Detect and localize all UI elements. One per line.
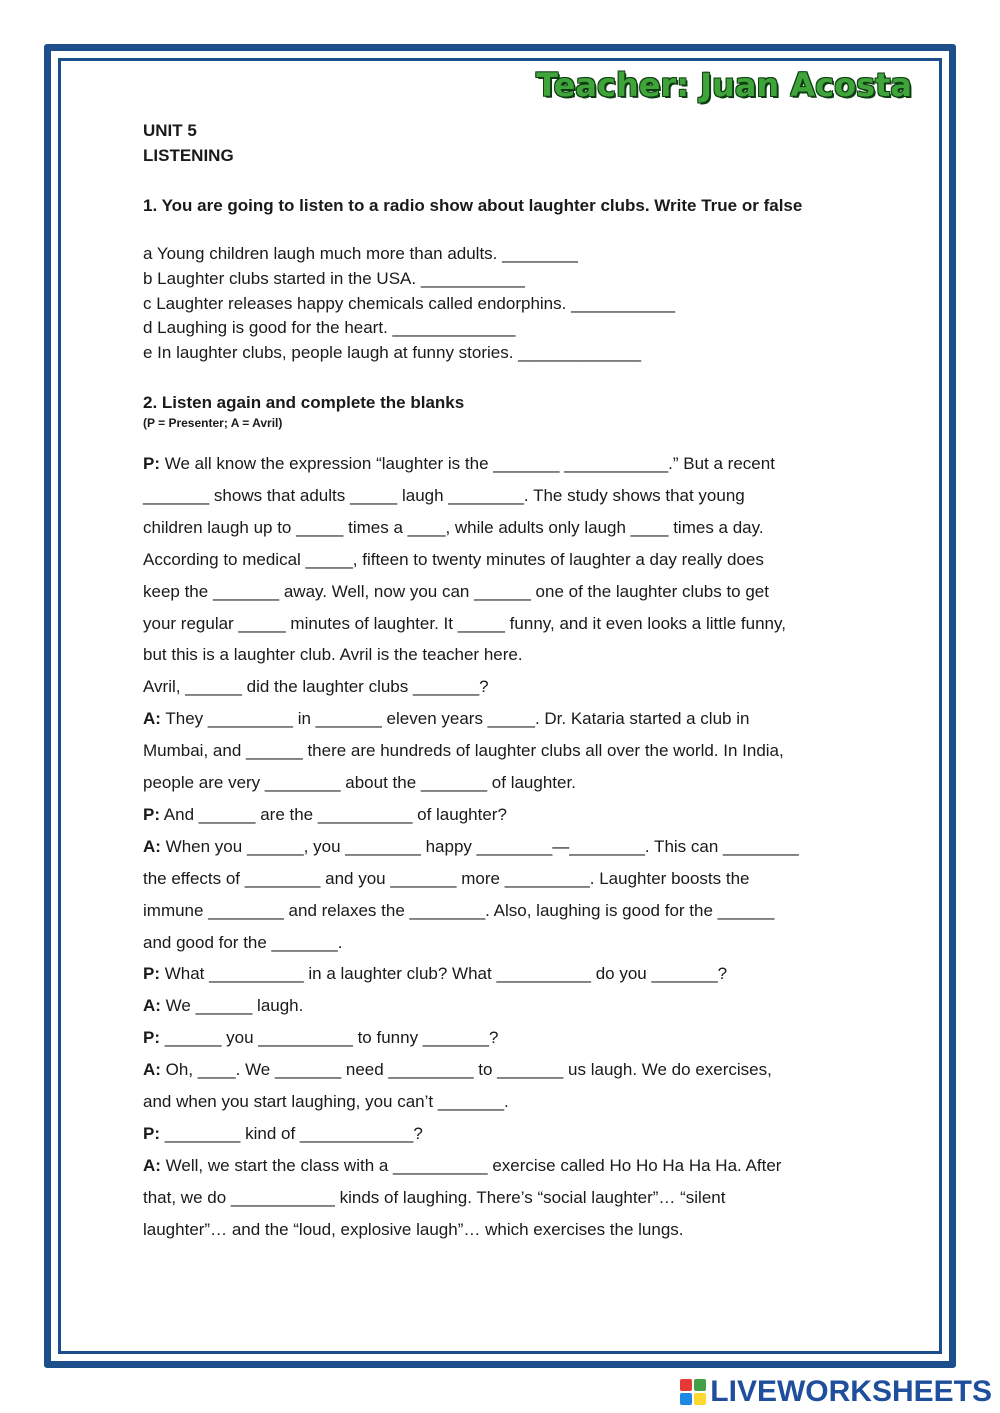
logo-tile-icon (680, 1393, 692, 1405)
dialog-line-text: and good for the _______. (143, 932, 343, 952)
dialog-line-text: children laugh up to _____ times a ____, while adults only laugh ____ times a day. (143, 517, 764, 537)
speaker-label: P: (143, 453, 160, 473)
list-item: a Young children laugh much more than adults. ________ (143, 244, 578, 263)
dialog-line-text: the effects of ________ and you _______ more _________. Laughter boosts the (143, 868, 750, 888)
speaker-label: P: (143, 964, 160, 984)
dialog-line-text: ______ you __________ to funny _______? (160, 1028, 499, 1048)
dialog-line-text: When you ______, you ________ happy ________—________. This can ________ (160, 836, 799, 856)
speaker-label: A: (143, 836, 161, 856)
dialog-line-text: Avril, ______ did the laughter clubs _______? (143, 677, 489, 697)
worksheet-content (143, 118, 883, 1246)
speaker-label: A: (143, 709, 161, 729)
dialog-line (143, 767, 883, 799)
dialog-line-text: laughter”… and the “loud, explosive laugh”… which exercises the lungs. (143, 1219, 684, 1239)
dialog-line-text: and when you start laughing, you can’t _______. (143, 1092, 509, 1112)
dialog-line (143, 576, 883, 608)
list-item: b Laughter clubs started in the USA. ___________ (143, 268, 525, 288)
dialog-line (143, 1182, 883, 1214)
dialog-line-text: immune ________ and relaxes the ________. Also, laughing is good for the ______ (143, 900, 775, 920)
dialog-line (143, 448, 883, 480)
dialog-line (143, 544, 883, 576)
dialog-line (143, 1150, 883, 1182)
speaker-label: A: (143, 1060, 161, 1080)
dialog-line (143, 799, 883, 831)
speaker-label: P: (143, 1028, 160, 1048)
dialog-line-text: We all know the expression “laughter is the _______ ___________.” But a recent (160, 453, 775, 473)
list-item: c Laughter releases happy chemicals called endorphins. ___________ (143, 293, 676, 313)
dialog-line-text: We ______ laugh. (160, 996, 304, 1016)
exercise-2-title: 2. Listen again and complete the blanks (143, 392, 465, 412)
dialog-line-text: your regular _____ minutes of laughter. It _____ funny, and it even looks a little funny, (143, 613, 786, 633)
dialog-line (143, 927, 883, 959)
speaker-label: P: (143, 804, 160, 824)
logo-tile-icon (694, 1393, 706, 1405)
liveworksheets-logo (680, 1375, 992, 1409)
dialog-line-text: Mumbai, and ______ there are hundreds of laughter clubs all over the world. In India, (143, 741, 784, 761)
dialog-line (143, 671, 883, 703)
dialog-line (143, 958, 883, 990)
unit-label: UNIT 5 (143, 121, 197, 140)
dialog-line (143, 990, 883, 1022)
dialog-line (143, 1118, 883, 1150)
dialog-line-text: but this is a laughter club. Avril is the teacher here. (143, 645, 523, 665)
dialog-line (143, 639, 883, 671)
dialog-text (143, 448, 883, 1246)
dialog-line (143, 512, 883, 544)
speaker-label: A: (143, 1155, 161, 1175)
dialog-line (143, 1086, 883, 1118)
dialog-line (143, 1054, 883, 1086)
speaker-legend: (P = Presenter; A = Avril) (143, 415, 283, 430)
dialog-line (143, 895, 883, 927)
dialog-line-text: They _________ in _______ eleven years _____. Dr. Kataria started a club in (160, 709, 750, 729)
dialog-line-text: Well, we start the class with a __________ exercise called Ho Ho Ha Ha Ha. After (160, 1155, 782, 1175)
dialog-line (143, 703, 883, 735)
logo-tile-icon (694, 1379, 706, 1391)
dialog-line-text: keep the _______ away. Well, now you can ______ one of the laughter clubs to get (143, 581, 769, 601)
dialog-line (143, 735, 883, 767)
speaker-label: P: (143, 1124, 160, 1144)
speaker-label: A: (143, 996, 161, 1016)
dialog-line (143, 480, 883, 512)
dialog-line (143, 863, 883, 895)
dialog-line-text: And ______ are the __________ of laughter? (160, 804, 507, 824)
list-item: e In laughter clubs, people laugh at funny stories. _____________ (143, 343, 642, 363)
teacher-heading: Teacher: Juan Acosta (536, 66, 912, 104)
dialog-line-text: According to medical _____, fifteen to twenty minutes of laughter a day really does (143, 549, 764, 569)
dialog-line-text: Oh, ____. We _______ need _________ to _______ us laugh. We do exercises, (160, 1060, 772, 1080)
exercise-1-title: 1. You are going to listen to a radio show about laughter clubs. Write True or false (143, 196, 803, 215)
logo-tile-icon (680, 1379, 692, 1391)
dialog-line (143, 608, 883, 640)
section-label: LISTENING (143, 146, 234, 165)
dialog-line (143, 831, 883, 863)
dialog-line (143, 1022, 883, 1054)
liveworksheets-icon (680, 1379, 706, 1405)
dialog-line-text: _______ shows that adults _____ laugh ________. The study shows that young (143, 485, 745, 505)
list-item: d Laughing is good for the heart. _____________ (143, 318, 516, 338)
exercise-1-list (143, 242, 883, 366)
dialog-line-text: that, we do ___________ kinds of laughing. There’s “social laughter”… “silent (143, 1187, 726, 1207)
dialog-line (143, 1214, 883, 1246)
dialog-line-text: What __________ in a laughter club? What __________ do you _______? (160, 964, 728, 984)
brand-name: LIVEWORKSHEETS (710, 1375, 992, 1408)
dialog-line-text: ________ kind of ____________? (160, 1124, 423, 1144)
dialog-line-text: people are very ________ about the _______ of laughter. (143, 773, 576, 793)
